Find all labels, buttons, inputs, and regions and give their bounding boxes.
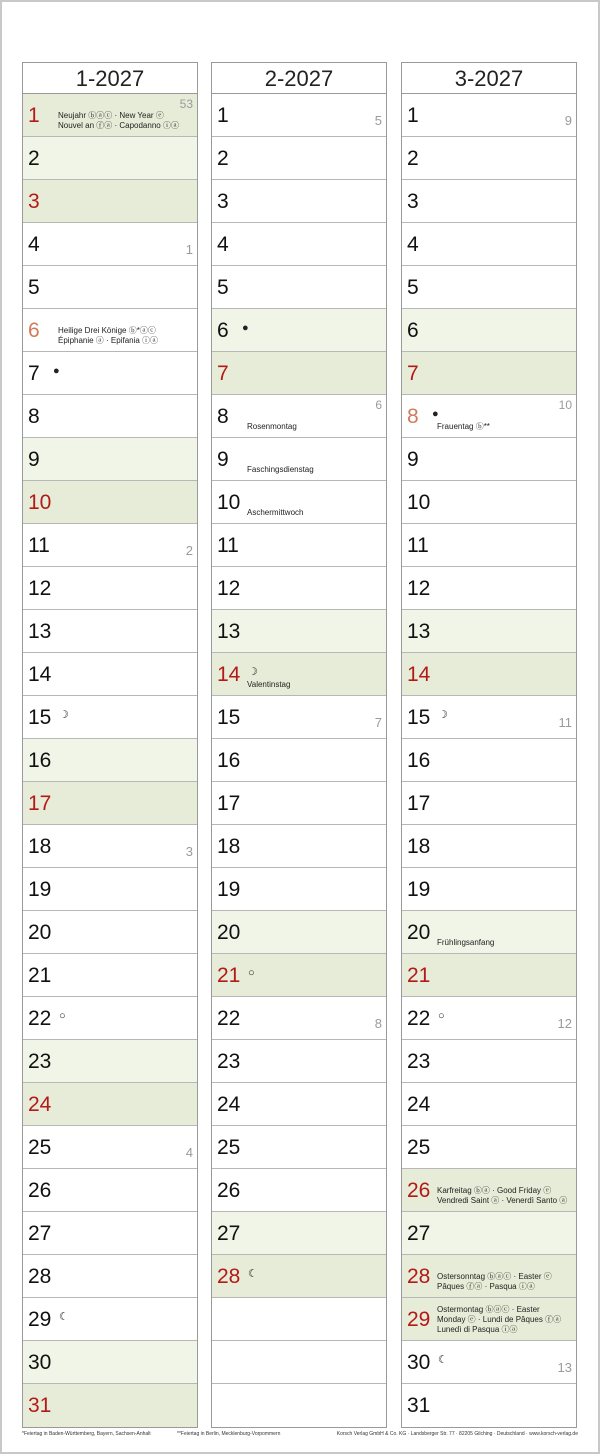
holiday-note: Karfreitag ⓑⓐ · Good Friday ⓔ Vendredi Saint ⓐ · Venerdì Santo ⓐ (437, 1186, 568, 1205)
day-row (23, 1126, 197, 1169)
day-number: 10 (407, 491, 431, 514)
day-row (212, 438, 386, 481)
day-number: 1 (28, 104, 40, 127)
day-row (402, 481, 576, 524)
day-row (23, 825, 197, 868)
day-row (23, 1040, 197, 1083)
day-row (402, 1341, 576, 1384)
day-row (23, 266, 197, 309)
day-number: 15 (217, 706, 241, 729)
day-number: 27 (28, 1222, 52, 1245)
day-number: 15 (28, 706, 52, 729)
day-number: 20 (217, 921, 241, 944)
day-number: 25 (28, 1136, 52, 1159)
day-row (212, 180, 386, 223)
day-number: 22 (407, 1007, 431, 1030)
day-number: 8 (407, 405, 419, 428)
day-row (402, 567, 576, 610)
day-number: 25 (407, 1136, 431, 1159)
week-number: 5 (374, 113, 382, 128)
day-number: 14 (28, 663, 52, 686)
day-row (212, 1169, 386, 1212)
day-row (23, 309, 197, 352)
day-row (23, 1212, 197, 1255)
month-column-march (401, 62, 577, 1428)
day-row (212, 1212, 386, 1255)
moon-phase-icon: ☽ (59, 709, 69, 721)
day-row (23, 137, 197, 180)
day-number: 14 (217, 663, 241, 686)
day-row (212, 954, 386, 997)
day-number: 30 (28, 1351, 52, 1374)
day-number: 23 (217, 1050, 241, 1073)
day-number: 12 (28, 577, 52, 600)
day-number: 21 (28, 964, 52, 987)
day-number: 13 (407, 620, 431, 643)
moon-phase-icon: ☽ (248, 666, 258, 678)
footnote-1: *Feiertag in Baden-Württemberg, Bayern, Sachsen-Anhalt (22, 1431, 151, 1437)
day-row (402, 1298, 576, 1341)
day-number: 5 (28, 276, 40, 299)
day-number: 31 (28, 1394, 52, 1417)
day-row (402, 395, 576, 438)
day-number: 29 (28, 1308, 52, 1331)
day-number: 6 (28, 319, 40, 342)
day-row (212, 997, 386, 1040)
holiday-note: Neujahr ⓑⓐⓒ · New Year ⓔ Nouvel an ⓕⓐ · Capodanno ⓘⓐ (58, 111, 179, 130)
day-row (402, 137, 576, 180)
day-number: 1 (217, 104, 229, 127)
day-number: 18 (407, 835, 431, 858)
day-number: 24 (28, 1093, 52, 1116)
day-number: 16 (28, 749, 52, 772)
month-title: 3-2027 (402, 63, 576, 94)
week-number: 1 (185, 242, 193, 257)
day-number: 30 (407, 1351, 431, 1374)
day-number: 5 (217, 276, 229, 299)
day-number: 16 (407, 749, 431, 772)
month-title: 1-2027 (23, 63, 197, 94)
day-row (23, 1255, 197, 1298)
day-row (23, 223, 197, 266)
holiday-note: Faschingsdienstag (247, 465, 314, 474)
holiday-note: Aschermittwoch (247, 508, 304, 517)
day-row (402, 1384, 576, 1427)
day-number: 11 (217, 534, 239, 557)
day-row (402, 1212, 576, 1255)
day-number: 22 (28, 1007, 52, 1030)
day-row (23, 1169, 197, 1212)
day-number: 10 (28, 491, 52, 514)
holiday-note: Frauentag ⓑ** (437, 422, 490, 431)
holiday-note: Valentinstag (247, 680, 291, 689)
day-row (212, 223, 386, 266)
day-number: 3 (28, 190, 40, 213)
week-number: 2 (185, 543, 193, 558)
day-number: 7 (217, 362, 229, 385)
day-number: 12 (217, 577, 241, 600)
day-row (23, 1083, 197, 1126)
day-number: 9 (407, 448, 419, 471)
day-number: 20 (407, 921, 431, 944)
day-row (212, 137, 386, 180)
day-row (402, 1126, 576, 1169)
day-number: 31 (407, 1394, 431, 1417)
day-number: 23 (407, 1050, 431, 1073)
day-row (402, 653, 576, 696)
day-row (23, 1298, 197, 1341)
day-row (212, 825, 386, 868)
day-number: 25 (217, 1136, 241, 1159)
day-row (23, 997, 197, 1040)
day-number: 15 (407, 706, 431, 729)
day-number: 7 (407, 362, 419, 385)
day-row (212, 653, 386, 696)
day-number: 26 (28, 1179, 52, 1202)
day-number: 14 (407, 663, 431, 686)
day-row (402, 1083, 576, 1126)
holiday-note: Rosenmontag (247, 422, 297, 431)
day-row (23, 653, 197, 696)
footnote-2: **Feiertag in Berlin, Mecklenburg-Vorpommern (177, 1431, 281, 1437)
day-number: 2 (28, 147, 40, 170)
day-row (402, 782, 576, 825)
day-row (402, 524, 576, 567)
day-row (23, 438, 197, 481)
day-number: 1 (407, 104, 419, 127)
moon-phase-icon: ○ (248, 967, 255, 979)
day-number: 22 (217, 1007, 241, 1030)
day-number: 21 (407, 964, 431, 987)
week-number: 10 (558, 398, 572, 412)
day-row (23, 524, 197, 567)
day-row (212, 696, 386, 739)
day-number: 7 (28, 362, 40, 385)
day-number: 19 (28, 878, 52, 901)
week-number: 6 (375, 398, 382, 412)
day-row (23, 94, 197, 137)
moon-phase-icon: ☽ (438, 709, 448, 721)
day-row (402, 1040, 576, 1083)
day-row (23, 1384, 197, 1427)
day-number: 4 (28, 233, 40, 256)
day-row (23, 610, 197, 653)
day-number: 26 (407, 1179, 431, 1202)
week-number: 11 (558, 715, 572, 730)
day-number: 28 (217, 1265, 241, 1288)
day-row (212, 1083, 386, 1126)
day-row (212, 610, 386, 653)
holiday-note: Frühlingsanfang (437, 938, 495, 947)
day-row (212, 1298, 386, 1341)
day-row (402, 223, 576, 266)
week-number: 12 (557, 1016, 572, 1031)
day-row (402, 696, 576, 739)
day-row (212, 481, 386, 524)
moon-phase-icon: ○ (438, 1010, 445, 1022)
day-row (23, 1341, 197, 1384)
publisher-info: Korsch Verlag GmbH & Co. KG · Landsberger Str. 77 · 82205 Gilching · Deutschland · www.korsch-verlag.de (336, 1431, 578, 1437)
day-number: 18 (217, 835, 241, 858)
day-row (212, 1255, 386, 1298)
holiday-note: Heilige Drei Könige ⓑ*ⓐⓒ Épiphanie ⓐ · Epifania ⓘⓐ (58, 326, 159, 345)
day-row (402, 825, 576, 868)
week-number: 3 (185, 844, 193, 859)
day-number: 20 (28, 921, 52, 944)
day-row (212, 266, 386, 309)
day-number: 10 (217, 491, 241, 514)
day-number: 24 (407, 1093, 431, 1116)
day-number: 29 (407, 1308, 431, 1331)
moon-phase-icon: ☾ (59, 1311, 69, 1323)
day-number: 2 (217, 147, 229, 170)
month-column-january (22, 62, 198, 1428)
week-number: 4 (185, 1145, 193, 1160)
day-number: 6 (217, 319, 229, 342)
moon-phase-icon: ● (242, 322, 249, 334)
day-row (402, 1255, 576, 1298)
day-number: 27 (217, 1222, 241, 1245)
day-row (402, 868, 576, 911)
day-row (402, 911, 576, 954)
day-row (23, 481, 197, 524)
week-number: 13 (557, 1360, 572, 1375)
day-row (402, 352, 576, 395)
day-number: 26 (217, 1179, 241, 1202)
day-number: 12 (407, 577, 431, 600)
day-number: 27 (407, 1222, 431, 1245)
moon-phase-icon: ☾ (248, 1268, 258, 1280)
day-row (402, 438, 576, 481)
day-row (402, 954, 576, 997)
week-number: 8 (374, 1016, 382, 1031)
day-row (23, 911, 197, 954)
day-number: 6 (407, 319, 419, 342)
day-number: 8 (28, 405, 40, 428)
day-row (402, 266, 576, 309)
day-row (212, 1126, 386, 1169)
day-number: 5 (407, 276, 419, 299)
day-number: 18 (28, 835, 52, 858)
day-number: 19 (407, 878, 431, 901)
day-row (212, 94, 386, 137)
day-number: 11 (407, 534, 429, 557)
day-number: 3 (407, 190, 419, 213)
day-row (212, 1384, 386, 1427)
day-row (402, 180, 576, 223)
day-row (212, 1341, 386, 1384)
day-number: 3 (217, 190, 229, 213)
day-row (402, 739, 576, 782)
day-row (402, 610, 576, 653)
day-row (23, 567, 197, 610)
moon-phase-icon: ○ (59, 1010, 66, 1022)
day-number: 28 (407, 1265, 431, 1288)
day-number: 4 (217, 233, 229, 256)
day-number: 17 (217, 792, 241, 815)
month-column-february (211, 62, 387, 1428)
day-row (212, 911, 386, 954)
day-number: 4 (407, 233, 419, 256)
day-number: 21 (217, 964, 241, 987)
day-number: 17 (407, 792, 431, 815)
day-row (212, 567, 386, 610)
moon-phase-icon: ☾ (438, 1354, 448, 1366)
day-row (212, 782, 386, 825)
day-number: 17 (28, 792, 52, 815)
day-number: 13 (28, 620, 52, 643)
day-number: 23 (28, 1050, 52, 1073)
day-number: 8 (217, 405, 229, 428)
day-number: 2 (407, 147, 419, 170)
day-row (212, 868, 386, 911)
moon-phase-icon: ● (432, 408, 439, 420)
day-number: 11 (28, 534, 50, 557)
day-row (212, 1040, 386, 1083)
day-row (23, 739, 197, 782)
day-row (212, 309, 386, 352)
day-row (212, 524, 386, 567)
day-row (23, 782, 197, 825)
day-number: 9 (28, 448, 40, 471)
day-row (23, 868, 197, 911)
day-number: 28 (28, 1265, 52, 1288)
holiday-note: Ostersonntag ⓑⓐⓒ · Easter ⓔ Pâques ⓕⓐ · Pasqua ⓘⓐ (437, 1272, 552, 1291)
day-row (402, 309, 576, 352)
week-number: 53 (179, 97, 193, 111)
moon-phase-icon: ● (53, 365, 60, 377)
day-row (23, 954, 197, 997)
holiday-note: Ostermontag ⓑⓐⓒ · Easter Monday ⓔ · Lundi de Pâques ⓕⓐ Lunedì di Pasqua ⓘⓐ (437, 1305, 562, 1334)
week-number: 9 (564, 113, 572, 128)
day-number: 13 (217, 620, 241, 643)
day-row (212, 352, 386, 395)
day-row (23, 696, 197, 739)
day-number: 19 (217, 878, 241, 901)
day-number: 9 (217, 448, 229, 471)
day-number: 16 (217, 749, 241, 772)
day-row (402, 94, 576, 137)
day-row (212, 739, 386, 782)
day-row (402, 1169, 576, 1212)
day-row (23, 352, 197, 395)
day-row (23, 180, 197, 223)
day-number: 24 (217, 1093, 241, 1116)
day-row (23, 395, 197, 438)
day-row (212, 395, 386, 438)
day-row (402, 997, 576, 1040)
month-title: 2-2027 (212, 63, 386, 94)
week-number: 7 (374, 715, 382, 730)
